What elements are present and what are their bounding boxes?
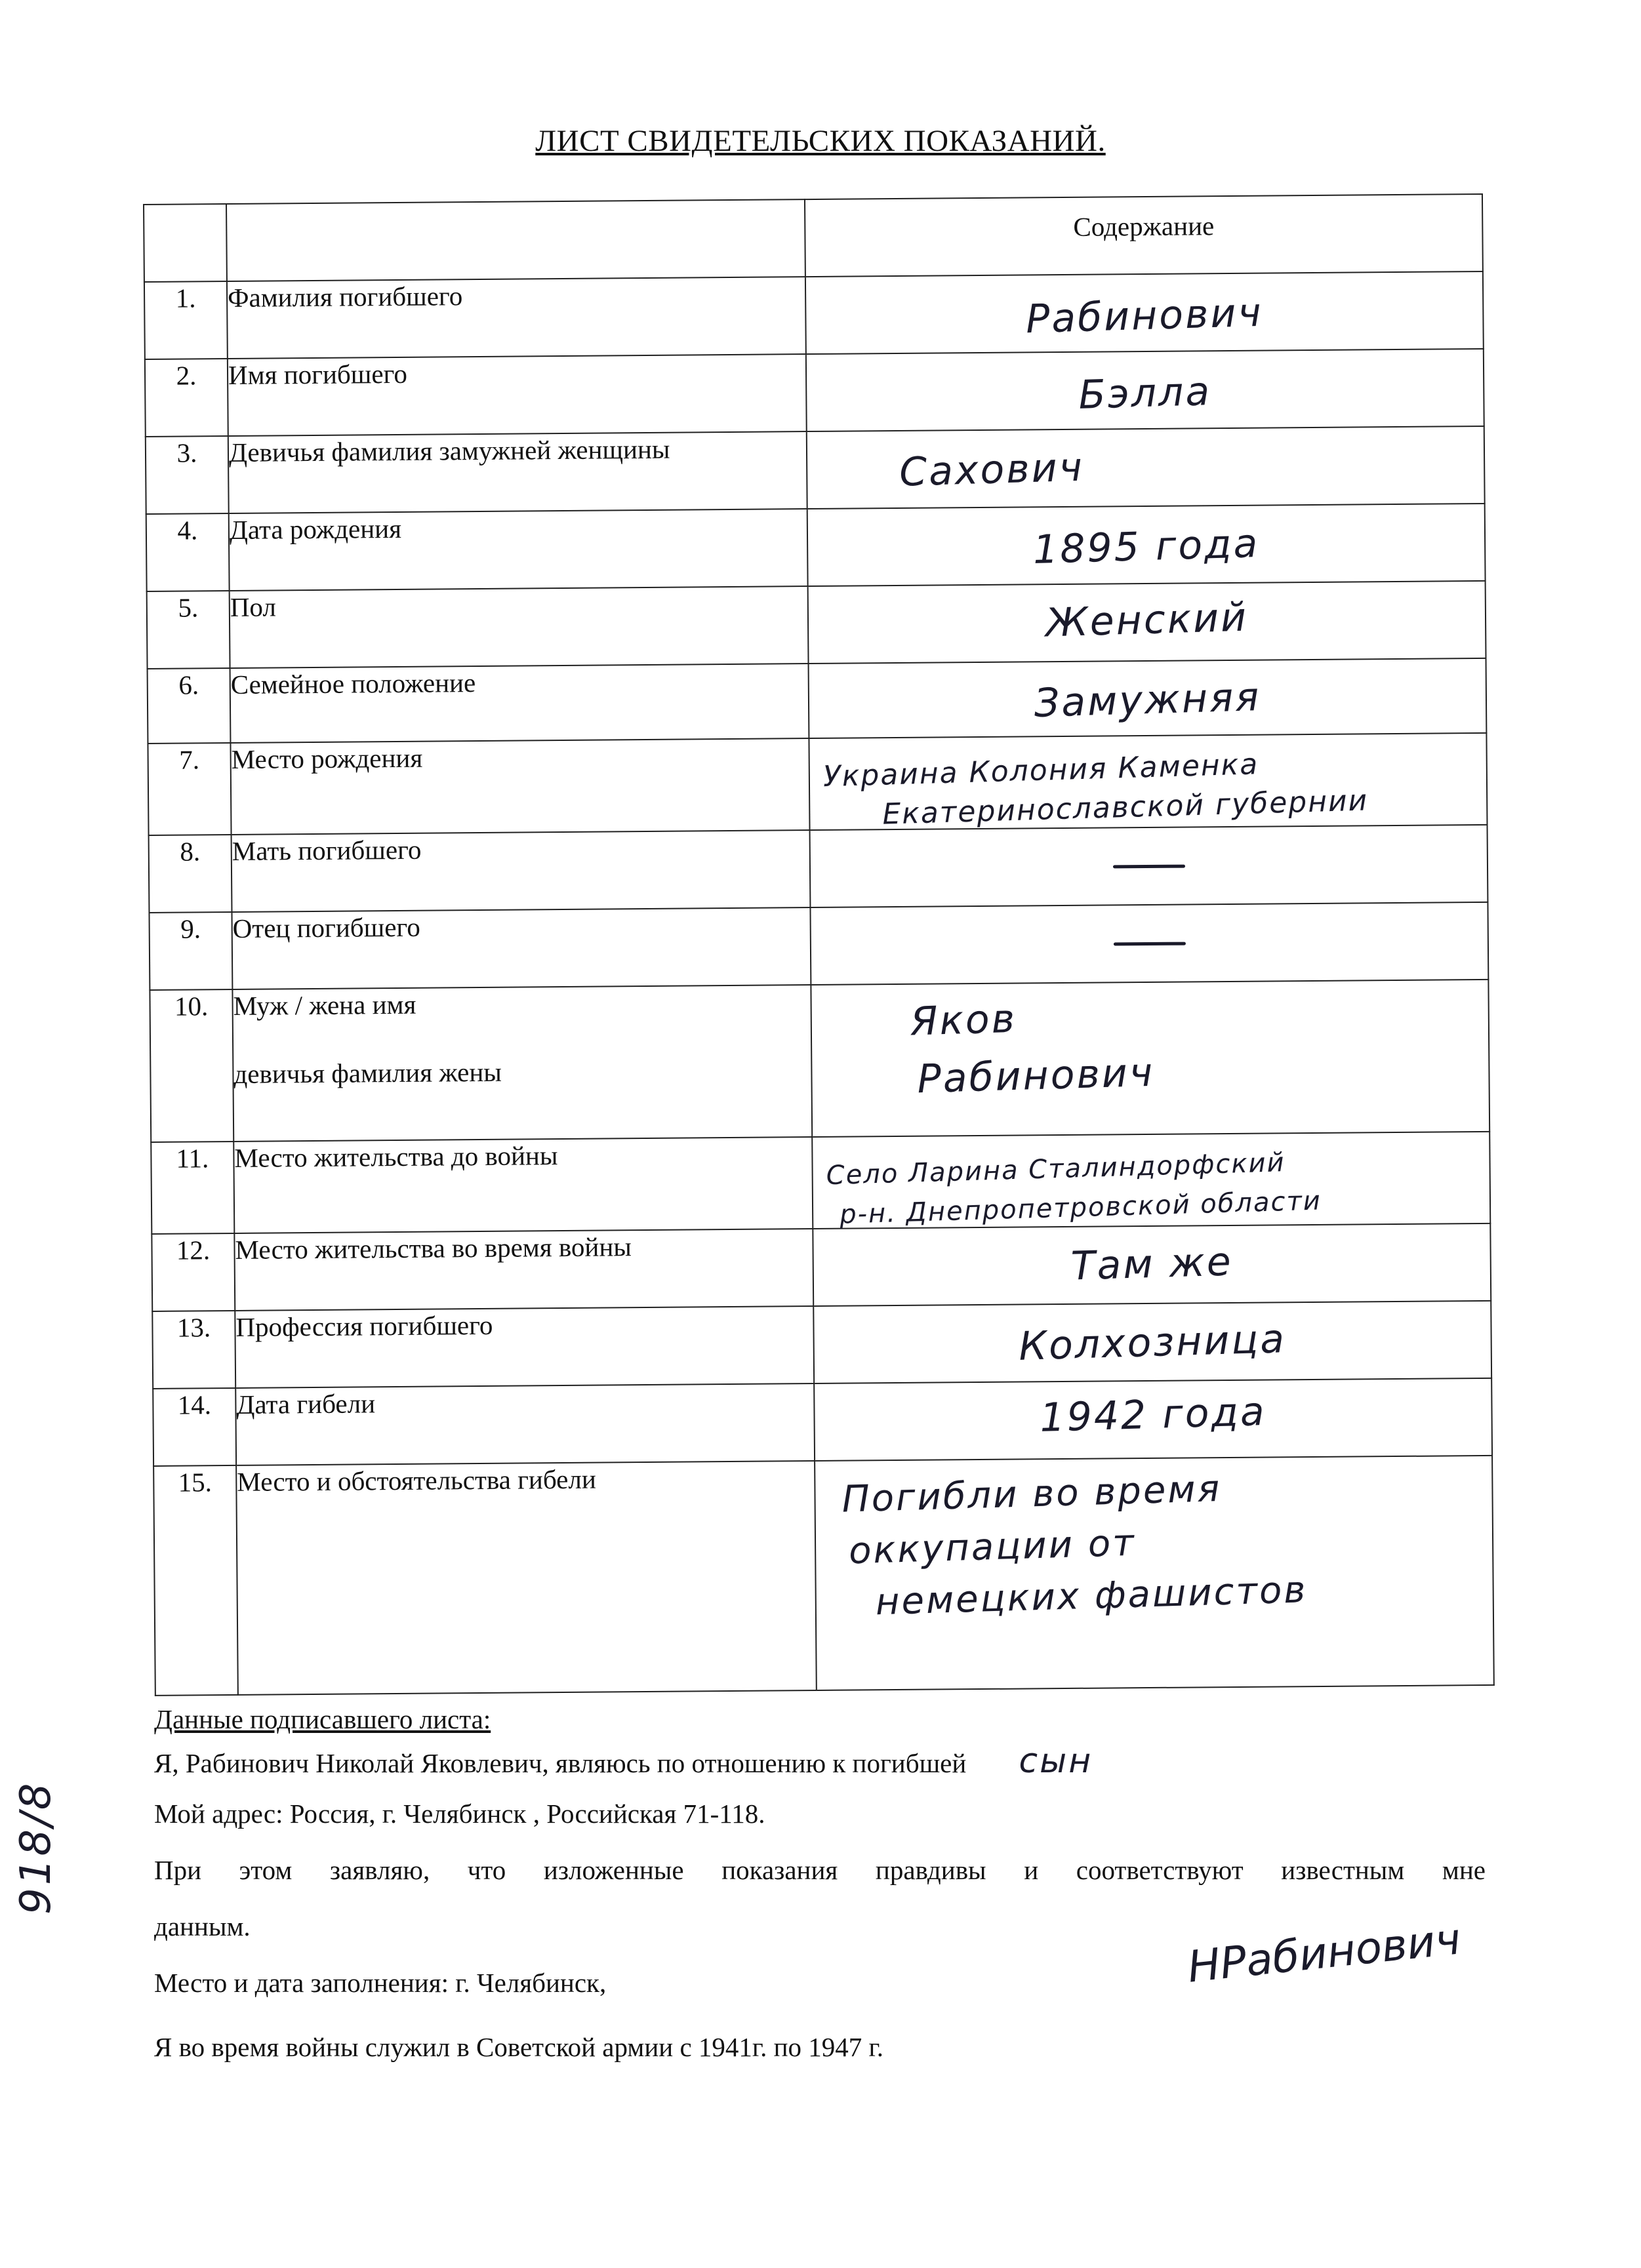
row-number: 1. bbox=[144, 281, 228, 359]
row-label: Место и обстоятельства гибели bbox=[236, 1461, 817, 1695]
row-value: Бэлла bbox=[806, 349, 1484, 431]
row-number: 11. bbox=[151, 1142, 234, 1234]
row-number: 12. bbox=[152, 1233, 235, 1311]
row-value bbox=[811, 980, 1489, 1137]
row-value: Замужняя bbox=[809, 658, 1487, 738]
header-label-cell bbox=[226, 199, 805, 281]
place-date-line: Место и дата заполнения: г. Челябинск, bbox=[154, 1968, 607, 1998]
row-number: 14. bbox=[153, 1388, 236, 1466]
row-value: Там же bbox=[813, 1224, 1491, 1306]
address-line: Мой адрес: Россия, г. Челябинск , Российская 71-118. bbox=[154, 1799, 765, 1829]
row-value-line: Яков bbox=[909, 995, 1017, 1045]
row-value bbox=[810, 825, 1488, 907]
table-row bbox=[147, 581, 1486, 669]
row-value: 1942 года bbox=[814, 1378, 1492, 1461]
content-header: Содержание bbox=[805, 194, 1483, 277]
header-num-cell bbox=[144, 204, 227, 282]
row-value bbox=[809, 733, 1487, 830]
row-label: Профессия погибшего bbox=[235, 1306, 814, 1388]
table-row bbox=[149, 825, 1488, 913]
page-title: ЛИСТ СВИДЕТЕЛЬСКИХ ПОКАЗАНИЙ. bbox=[535, 124, 1106, 158]
row-label: Дата рождения bbox=[229, 509, 808, 591]
row-value-line: оккупации от bbox=[848, 1521, 1137, 1573]
row-number: 9. bbox=[149, 912, 232, 990]
row-value-line: Екатеринославской губернии bbox=[881, 784, 1369, 831]
row-number: 4. bbox=[146, 513, 230, 591]
row-value: Сахович bbox=[807, 426, 1485, 509]
table-row bbox=[148, 733, 1487, 835]
row-value bbox=[810, 902, 1488, 985]
declaration-end: данным. bbox=[154, 1911, 251, 1941]
relation-value: сын bbox=[1019, 1741, 1093, 1781]
signature: НРабинович bbox=[1185, 1913, 1463, 1993]
declaration-line: При этом заявляю, что изложенные показания правдивы и соответствуют известным мне bbox=[154, 1855, 1486, 1885]
row-label: Место рождения bbox=[230, 738, 809, 835]
row-label: Мать погибшего bbox=[232, 830, 811, 912]
row-number: 15. bbox=[153, 1465, 238, 1696]
table-row bbox=[153, 1378, 1492, 1466]
dash-mark bbox=[1113, 942, 1185, 946]
table-row bbox=[149, 902, 1488, 990]
row-value: 1895 года bbox=[807, 504, 1486, 586]
row-value bbox=[815, 1456, 1494, 1690]
table-row bbox=[150, 980, 1489, 1142]
table-row bbox=[144, 271, 1484, 359]
row-label-line: девичья фамилия жены bbox=[233, 1056, 502, 1089]
row-value: Женский bbox=[808, 581, 1486, 664]
table-row bbox=[146, 504, 1486, 591]
testimony-table bbox=[143, 193, 1495, 1696]
row-label: Место жительства до войны bbox=[233, 1137, 813, 1233]
row-number: 5. bbox=[147, 591, 230, 669]
row-label bbox=[232, 985, 812, 1142]
row-number: 13. bbox=[152, 1311, 235, 1389]
row-value-line: немецких фашистов bbox=[874, 1568, 1308, 1624]
row-value: Колхозница bbox=[813, 1301, 1491, 1383]
row-number: 10. bbox=[150, 989, 233, 1142]
relation-line bbox=[154, 1741, 1093, 1781]
row-value-line: Рабинович bbox=[916, 1049, 1156, 1103]
relation-text: Я, Рабинович Николай Яковлевич, являюсь по отношению к погибшей bbox=[154, 1748, 967, 1778]
dash-mark bbox=[1112, 865, 1185, 869]
row-value bbox=[812, 1132, 1490, 1229]
row-label: Пол bbox=[230, 586, 809, 668]
row-label: Девичья фамилия замужней женщины bbox=[228, 431, 807, 513]
row-number: 2. bbox=[145, 359, 228, 437]
row-label-line: Муж / жена имя bbox=[233, 989, 416, 1021]
row-number: 7. bbox=[148, 743, 231, 835]
row-label: Место жительства во время войны bbox=[234, 1229, 813, 1311]
service-line: Я во время войны служил в Советской армии с 1941г. по 1947 г. bbox=[154, 2032, 883, 2062]
table-row bbox=[151, 1132, 1490, 1234]
table-row bbox=[146, 426, 1485, 514]
row-number: 3. bbox=[146, 436, 229, 514]
row-number: 8. bbox=[149, 835, 232, 913]
row-label: Фамилия погибшего bbox=[227, 277, 806, 359]
row-label: Семейное положение bbox=[230, 664, 809, 743]
row-label: Дата гибели bbox=[235, 1383, 815, 1465]
row-value-line: Село Ларина Сталиндорфский bbox=[826, 1147, 1286, 1191]
table-header-row bbox=[144, 194, 1483, 282]
table-row bbox=[148, 658, 1487, 744]
table-row bbox=[145, 349, 1484, 437]
row-value-line: р-н. Днепропетровской области bbox=[839, 1185, 1322, 1230]
row-value: Рабинович bbox=[805, 271, 1484, 354]
row-value-line: Погибли во время bbox=[841, 1467, 1223, 1521]
row-number: 6. bbox=[148, 668, 231, 744]
row-value-line: Украина Колония Каменка bbox=[822, 747, 1259, 794]
signer-heading: Данные подписавшего листа: bbox=[154, 1704, 491, 1734]
row-label: Отец погибшего bbox=[232, 907, 811, 989]
table-row bbox=[152, 1224, 1491, 1311]
table-row bbox=[152, 1301, 1491, 1389]
row-label: Имя погибшего bbox=[228, 354, 807, 436]
margin-archive-number: 918/8 bbox=[12, 1780, 60, 1915]
table-row bbox=[153, 1456, 1494, 1696]
